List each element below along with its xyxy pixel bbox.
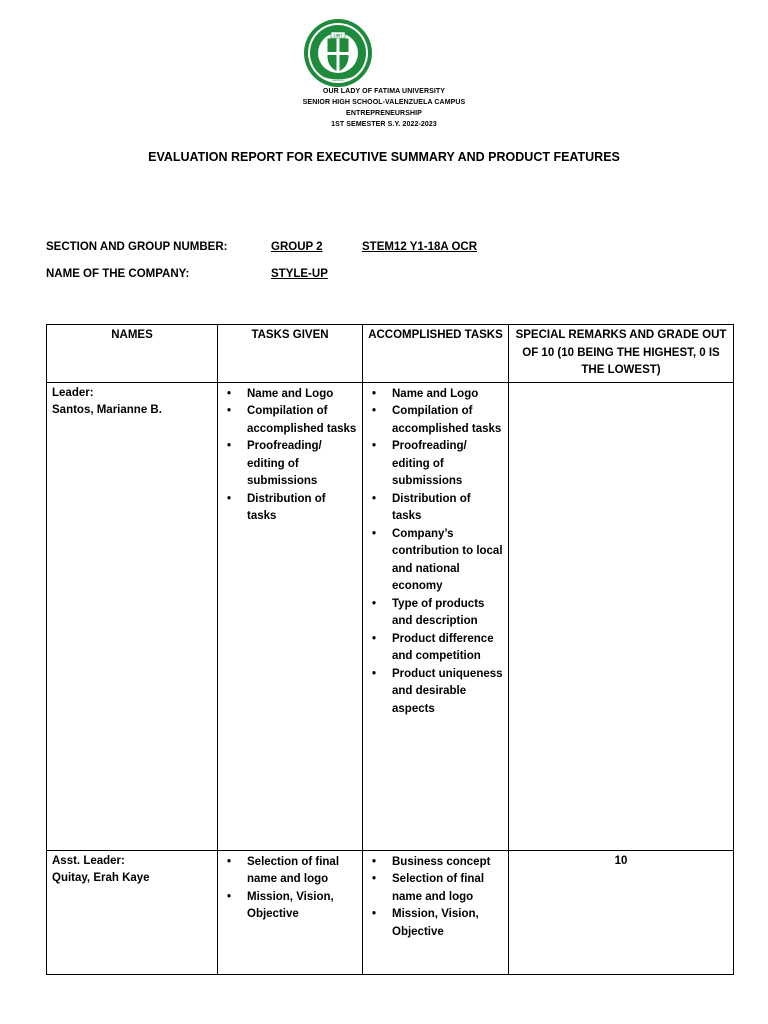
school-header xyxy=(0,86,768,130)
list-item: • Proofreading/ editing of submissions xyxy=(243,438,357,491)
list-item: • Selection of final name and logo xyxy=(243,854,357,889)
company-name-label: NAME OF THE COMPANY: xyxy=(46,268,190,280)
list-item: • Distribution of tasks xyxy=(388,491,503,526)
subject-name: ENTREPRENEURSHIP xyxy=(346,110,422,117)
accomplished-tasks-cell xyxy=(363,850,509,974)
list-item: • Compilation of accomplished tasks xyxy=(243,403,357,438)
column-header-accomplished-tasks: ACCOMPLISHED TASKS xyxy=(363,325,509,383)
table-row xyxy=(47,382,734,850)
list-item: • Mission, Vision, Objective xyxy=(243,889,357,924)
list-item: • Proofreading/ editing of submissions xyxy=(388,438,503,491)
semester-line: 1ST SEMESTER S.Y. 2022-2023 xyxy=(331,121,437,128)
list-item: • Product uniqueness and desirable aspects xyxy=(388,666,503,719)
accomplished-tasks-list xyxy=(368,386,503,719)
section-value: STEM12 Y1-18A OCR xyxy=(362,241,478,253)
report-title: EVALUATION REPORT FOR EXECUTIVE SUMMARY AND PRODUCT FEATURES xyxy=(148,150,620,164)
tasks-given-cell xyxy=(218,850,363,974)
column-header-remarks-grade: SPECIAL REMARKS AND GRADE OUT OF 10 (10 BEING THE HIGHEST, 0 IS THE LOWEST) xyxy=(509,325,734,383)
company-name-row xyxy=(46,268,733,284)
member-cell xyxy=(47,382,218,850)
campus-name: SENIOR HIGH SCHOOL-VALENZUELA CAMPUS xyxy=(302,99,466,106)
tasks-given-list xyxy=(223,386,357,526)
member-role: Asst. Leader: xyxy=(52,854,125,867)
list-item: • Selection of final name and logo xyxy=(388,871,503,906)
evaluation-table xyxy=(46,324,734,975)
list-item: • Name and Logo xyxy=(243,386,357,404)
table-header-row xyxy=(47,325,734,383)
member-name: Santos, Marianne B. xyxy=(52,404,162,416)
list-item: • Company’s contribution to local and national economy xyxy=(388,526,503,596)
section-group-label: SECTION AND GROUP NUMBER: xyxy=(46,241,228,253)
tasks-given-list xyxy=(223,854,357,924)
list-item: • Product difference and competition xyxy=(388,631,503,666)
list-item: • Name and Logo xyxy=(388,386,503,404)
group-number-value: GROUP 2 xyxy=(271,241,323,253)
accomplished-tasks-list xyxy=(368,854,503,942)
company-name-value: STYLE-UP xyxy=(271,268,328,280)
section-group-row xyxy=(46,241,733,257)
grade-cell xyxy=(509,382,734,850)
column-header-names: NAMES xyxy=(47,325,218,383)
list-item: • Compilation of accomplished tasks xyxy=(388,403,503,438)
grade-cell: 10 xyxy=(509,850,734,974)
list-item: • Type of products and description xyxy=(388,596,503,631)
member-cell xyxy=(47,850,218,974)
university-name: OUR LADY OF FATIMA UNIVERSITY xyxy=(322,88,446,95)
member-name: Quitay, Erah Kaye xyxy=(52,872,150,884)
tasks-given-cell xyxy=(218,382,363,850)
university-seal-logo xyxy=(303,18,373,88)
list-item: • Mission, Vision, Objective xyxy=(388,906,503,941)
member-role: Leader: xyxy=(52,386,94,399)
column-header-tasks-given: TASKS GIVEN xyxy=(218,325,363,383)
seal-year: 1967 xyxy=(333,32,343,38)
accomplished-tasks-cell xyxy=(363,382,509,850)
list-item: • Business concept xyxy=(388,854,503,872)
table-row xyxy=(47,850,734,974)
list-item: • Distribution of tasks xyxy=(243,491,357,526)
